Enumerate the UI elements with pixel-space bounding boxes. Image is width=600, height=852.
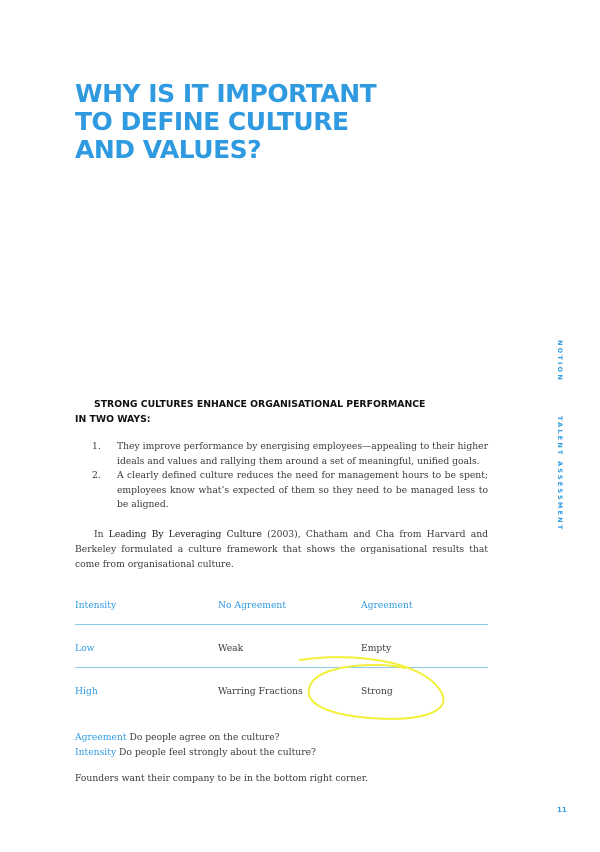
title-line: TO DEFINE CULTURE <box>75 107 349 136</box>
table-cell: Strong <box>361 686 393 697</box>
list-number: 2. <box>92 470 101 481</box>
heading-line: IN TWO WAYS: <box>75 414 151 425</box>
page-number: 11 <box>557 806 567 814</box>
title-line: AND VALUES? <box>75 135 262 164</box>
note-term: Agreement <box>75 732 127 743</box>
header-cell: Agreement <box>361 600 413 611</box>
note-line <box>75 730 316 745</box>
table-cell: Empty <box>361 643 392 654</box>
para-text: (2003), Chatham and Cha from Harvard and Berkeley formulated a culture framework that shows the organisational results that come from organisational culture. <box>75 529 488 570</box>
list-text: They improve performance by energising employees—appealing to their higher ideals and values and rallying them around a set of meaningful, unified goals. <box>117 441 488 467</box>
para-text: In <box>94 529 109 540</box>
row-label: Low <box>75 643 95 654</box>
legend-notes <box>75 730 316 760</box>
section-label: TALENT ASSESSMENT <box>556 415 564 532</box>
list-text: A clearly defined culture reduces the need for management hours to be spent; employees know what’s expected of them so they need to be managed less to be aligned. <box>117 470 488 510</box>
table-cell: Weak <box>218 643 244 654</box>
title-line: WHY IS IT IMPORTANT <box>75 79 377 108</box>
table-cell: Warring Fractions <box>218 686 303 697</box>
closing-text: Founders want their company to be in the bottom right corner. <box>75 773 369 784</box>
book-title: Leading By Leveraging Culture <box>108 529 262 540</box>
list-number: 1. <box>92 441 101 452</box>
header-cell: Intensity <box>75 600 117 611</box>
brand-label: NOTION <box>556 340 564 382</box>
note-text: Do people feel strongly about the culture? <box>116 747 316 758</box>
note-term: Intensity <box>75 747 117 758</box>
heading-line: STRONG CULTURES ENHANCE ORGANISATIONAL PERFORMANCE <box>94 399 426 410</box>
header-cell: No Agreement <box>218 600 287 611</box>
note-text: Do people agree on the culture? <box>126 732 280 743</box>
note-line <box>75 745 316 760</box>
row-label: High <box>75 686 98 697</box>
